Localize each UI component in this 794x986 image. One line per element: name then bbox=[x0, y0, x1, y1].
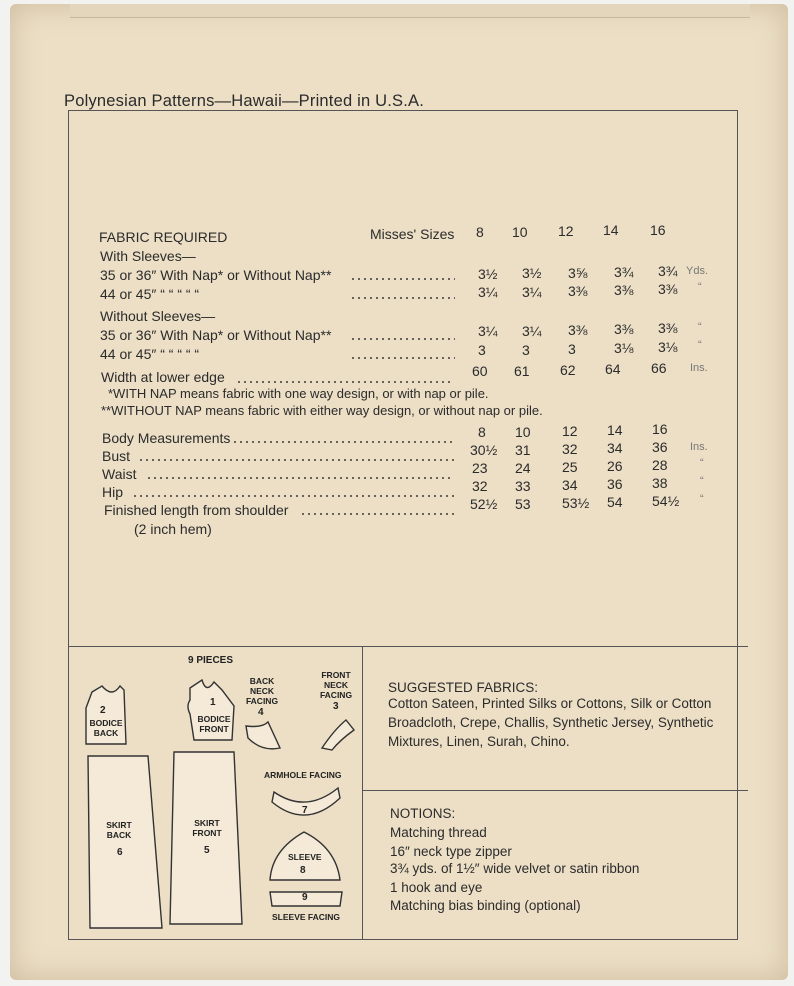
size-header: 8 bbox=[476, 224, 484, 240]
publisher-line: Polynesian Patterns—Hawaii—Printed in U.S.A. bbox=[64, 92, 425, 110]
fabric-value: 3¾ bbox=[614, 264, 634, 280]
measurement-value: 32 bbox=[562, 441, 578, 457]
fabric-row-label: 35 or 36″ With Nap* or Without Nap** bbox=[100, 327, 332, 343]
piece-label: ARMHOLE FACING bbox=[264, 770, 342, 780]
measurement-label: Waist bbox=[102, 466, 137, 482]
measurement-value: 34 bbox=[607, 440, 623, 456]
size-header: 12 bbox=[558, 223, 574, 239]
fabric-row-label: 35 or 36″ With Nap* or Without Nap** bbox=[100, 267, 332, 283]
fabric-value: 3 bbox=[568, 341, 576, 357]
notions-item: Matching thread bbox=[390, 825, 487, 840]
measurement-value: 32 bbox=[472, 478, 488, 494]
skirt-front-piece bbox=[170, 752, 242, 924]
measurement-value: 53½ bbox=[562, 495, 590, 511]
body-size-header: 16 bbox=[652, 421, 668, 437]
piece-number: 8 bbox=[300, 865, 306, 876]
piece-number: 2 bbox=[100, 705, 106, 716]
fabric-value: 3⅜ bbox=[658, 281, 678, 297]
width-value: 60 bbox=[472, 363, 488, 379]
unit-label: “ bbox=[698, 321, 702, 333]
fabric-value: 3⅜ bbox=[614, 321, 634, 337]
suggested-fabrics-line: Broadcloth, Crepe, Challis, Synthetic Jersey, Synthetic bbox=[388, 715, 714, 730]
measurement-value: 36 bbox=[652, 439, 668, 455]
piece-label: FRONT NECK FACING bbox=[319, 670, 353, 700]
hem-note: (2 inch hem) bbox=[134, 521, 212, 537]
measurement-value: 53 bbox=[515, 496, 531, 512]
piece-number: 5 bbox=[204, 845, 210, 856]
measurement-value: 30½ bbox=[470, 442, 498, 458]
back-neck-facing-piece bbox=[246, 722, 280, 749]
measurement-value: 33 bbox=[515, 478, 531, 494]
unit-label: “ bbox=[700, 457, 704, 469]
piece-label: SLEEVE FACING bbox=[272, 912, 341, 922]
measurement-value: 36 bbox=[607, 476, 623, 492]
width-value: 66 bbox=[651, 360, 667, 376]
body-size-header: 14 bbox=[607, 422, 623, 438]
piece-number: 9 bbox=[302, 892, 308, 903]
body-size-header: 10 bbox=[515, 424, 531, 440]
fabric-value: 3½ bbox=[522, 265, 542, 281]
fabric-row-label: 44 or 45″ “ “ “ “ “ bbox=[100, 286, 200, 302]
width-value: 62 bbox=[560, 362, 576, 378]
fabric-value: 3⅜ bbox=[658, 320, 678, 336]
piece-number: 1 bbox=[210, 697, 216, 708]
piece-label: SKIRT BACK bbox=[106, 820, 132, 840]
fabric-value: 3 bbox=[478, 342, 486, 358]
notions-item: Matching bias binding (optional) bbox=[390, 898, 581, 913]
width-value: 64 bbox=[605, 361, 621, 377]
fabric-required-title: FABRIC REQUIRED bbox=[99, 229, 228, 245]
fabric-value: 3 bbox=[522, 342, 530, 358]
fabric-value: 3¼ bbox=[522, 323, 542, 339]
width-value: 61 bbox=[514, 363, 530, 379]
skirt-back-piece bbox=[88, 756, 162, 928]
measurement-label: Hip bbox=[102, 484, 124, 500]
piece-number: 7 bbox=[302, 805, 308, 816]
fabric-value: 3⅝ bbox=[568, 265, 588, 281]
piece-label: SKIRT FRONT bbox=[192, 818, 222, 838]
body-measurements-label: Body Measurements bbox=[102, 430, 231, 446]
measurement-value: 31 bbox=[515, 442, 531, 458]
without-sleeves-heading: Without Sleeves— bbox=[100, 308, 216, 324]
fabric-value: 3⅜ bbox=[568, 322, 588, 338]
unit-label: Ins. bbox=[690, 362, 708, 374]
unit-label: “ bbox=[700, 475, 704, 487]
notions-title: NOTIONS: bbox=[390, 806, 456, 821]
with-sleeves-heading: With Sleeves— bbox=[100, 248, 196, 264]
piece-label: BODICE FRONT bbox=[197, 714, 231, 734]
body-size-header: 8 bbox=[478, 424, 486, 440]
fabric-value: 3¼ bbox=[522, 284, 542, 300]
fabric-value: 3⅜ bbox=[614, 282, 634, 298]
unit-label: “ bbox=[700, 493, 704, 505]
unit-label: Yds. bbox=[686, 265, 709, 277]
pieces-count-title: 9 PIECES bbox=[188, 655, 234, 666]
measurement-label: Bust bbox=[102, 448, 131, 464]
unit-label: Ins. bbox=[690, 441, 708, 453]
piece-label: BODICE BACK bbox=[89, 718, 123, 738]
piece-number: 4 bbox=[258, 707, 264, 718]
width-row-label: Width at lower edge bbox=[101, 369, 225, 385]
measurement-value: 52½ bbox=[470, 496, 498, 512]
measurement-label: Finished length from shoulder bbox=[104, 502, 289, 518]
suggested-fabrics-line: Cotton Sateen, Printed Silks or Cottons, Silk or Cotton bbox=[388, 696, 712, 711]
size-header: 16 bbox=[650, 222, 666, 238]
notions-item: 1 hook and eye bbox=[390, 880, 483, 895]
fabric-value: 3⅜ bbox=[568, 283, 588, 299]
measurement-value: 25 bbox=[562, 459, 578, 475]
measurement-value: 54 bbox=[607, 494, 623, 510]
piece-label: BACK NECK FACING bbox=[245, 676, 279, 706]
measurement-value: 26 bbox=[607, 458, 623, 474]
measurement-value: 38 bbox=[652, 475, 668, 491]
measurement-value: 54½ bbox=[652, 493, 680, 509]
piece-label: SLEEVE bbox=[288, 852, 322, 862]
size-header: 10 bbox=[512, 224, 528, 240]
measurement-value: 23 bbox=[472, 460, 488, 476]
suggested-fabrics-title: SUGGESTED FABRICS: bbox=[388, 680, 539, 695]
piece-number: 6 bbox=[117, 847, 123, 858]
fabric-row-label: 44 or 45″ “ “ “ “ “ bbox=[100, 346, 200, 362]
body-size-header: 12 bbox=[562, 423, 578, 439]
size-header: 14 bbox=[603, 222, 619, 238]
fabric-value: 3½ bbox=[478, 266, 498, 282]
notions-item: 3¾ yds. of 1½″ wide velvet or satin ribbon bbox=[390, 861, 640, 876]
unit-label: “ bbox=[698, 281, 702, 293]
with-nap-note: *WITH NAP means fabric with one way design, or with nap or pile. bbox=[108, 386, 489, 401]
unit-label: “ bbox=[698, 339, 702, 351]
measurement-value: 34 bbox=[562, 477, 578, 493]
fabric-value: 3¾ bbox=[658, 263, 678, 279]
fabric-value: 3¼ bbox=[478, 323, 498, 339]
without-nap-note: **WITHOUT NAP means fabric with either way design, or without nap or pile. bbox=[101, 403, 543, 418]
piece-number: 3 bbox=[333, 701, 339, 712]
fabric-value: 3⅛ bbox=[658, 339, 678, 355]
suggested-fabrics-line: Mixtures, Linen, Surah, Chino. bbox=[388, 734, 570, 749]
fabric-value: 3⅛ bbox=[614, 340, 634, 356]
misses-sizes-label: Misses' Sizes bbox=[370, 226, 455, 242]
front-neck-facing-piece bbox=[322, 720, 354, 750]
measurement-value: 28 bbox=[652, 457, 668, 473]
measurement-value: 24 bbox=[515, 460, 531, 476]
notions-item: 16″ neck type zipper bbox=[390, 844, 512, 859]
fabric-value: 3¼ bbox=[478, 284, 498, 300]
